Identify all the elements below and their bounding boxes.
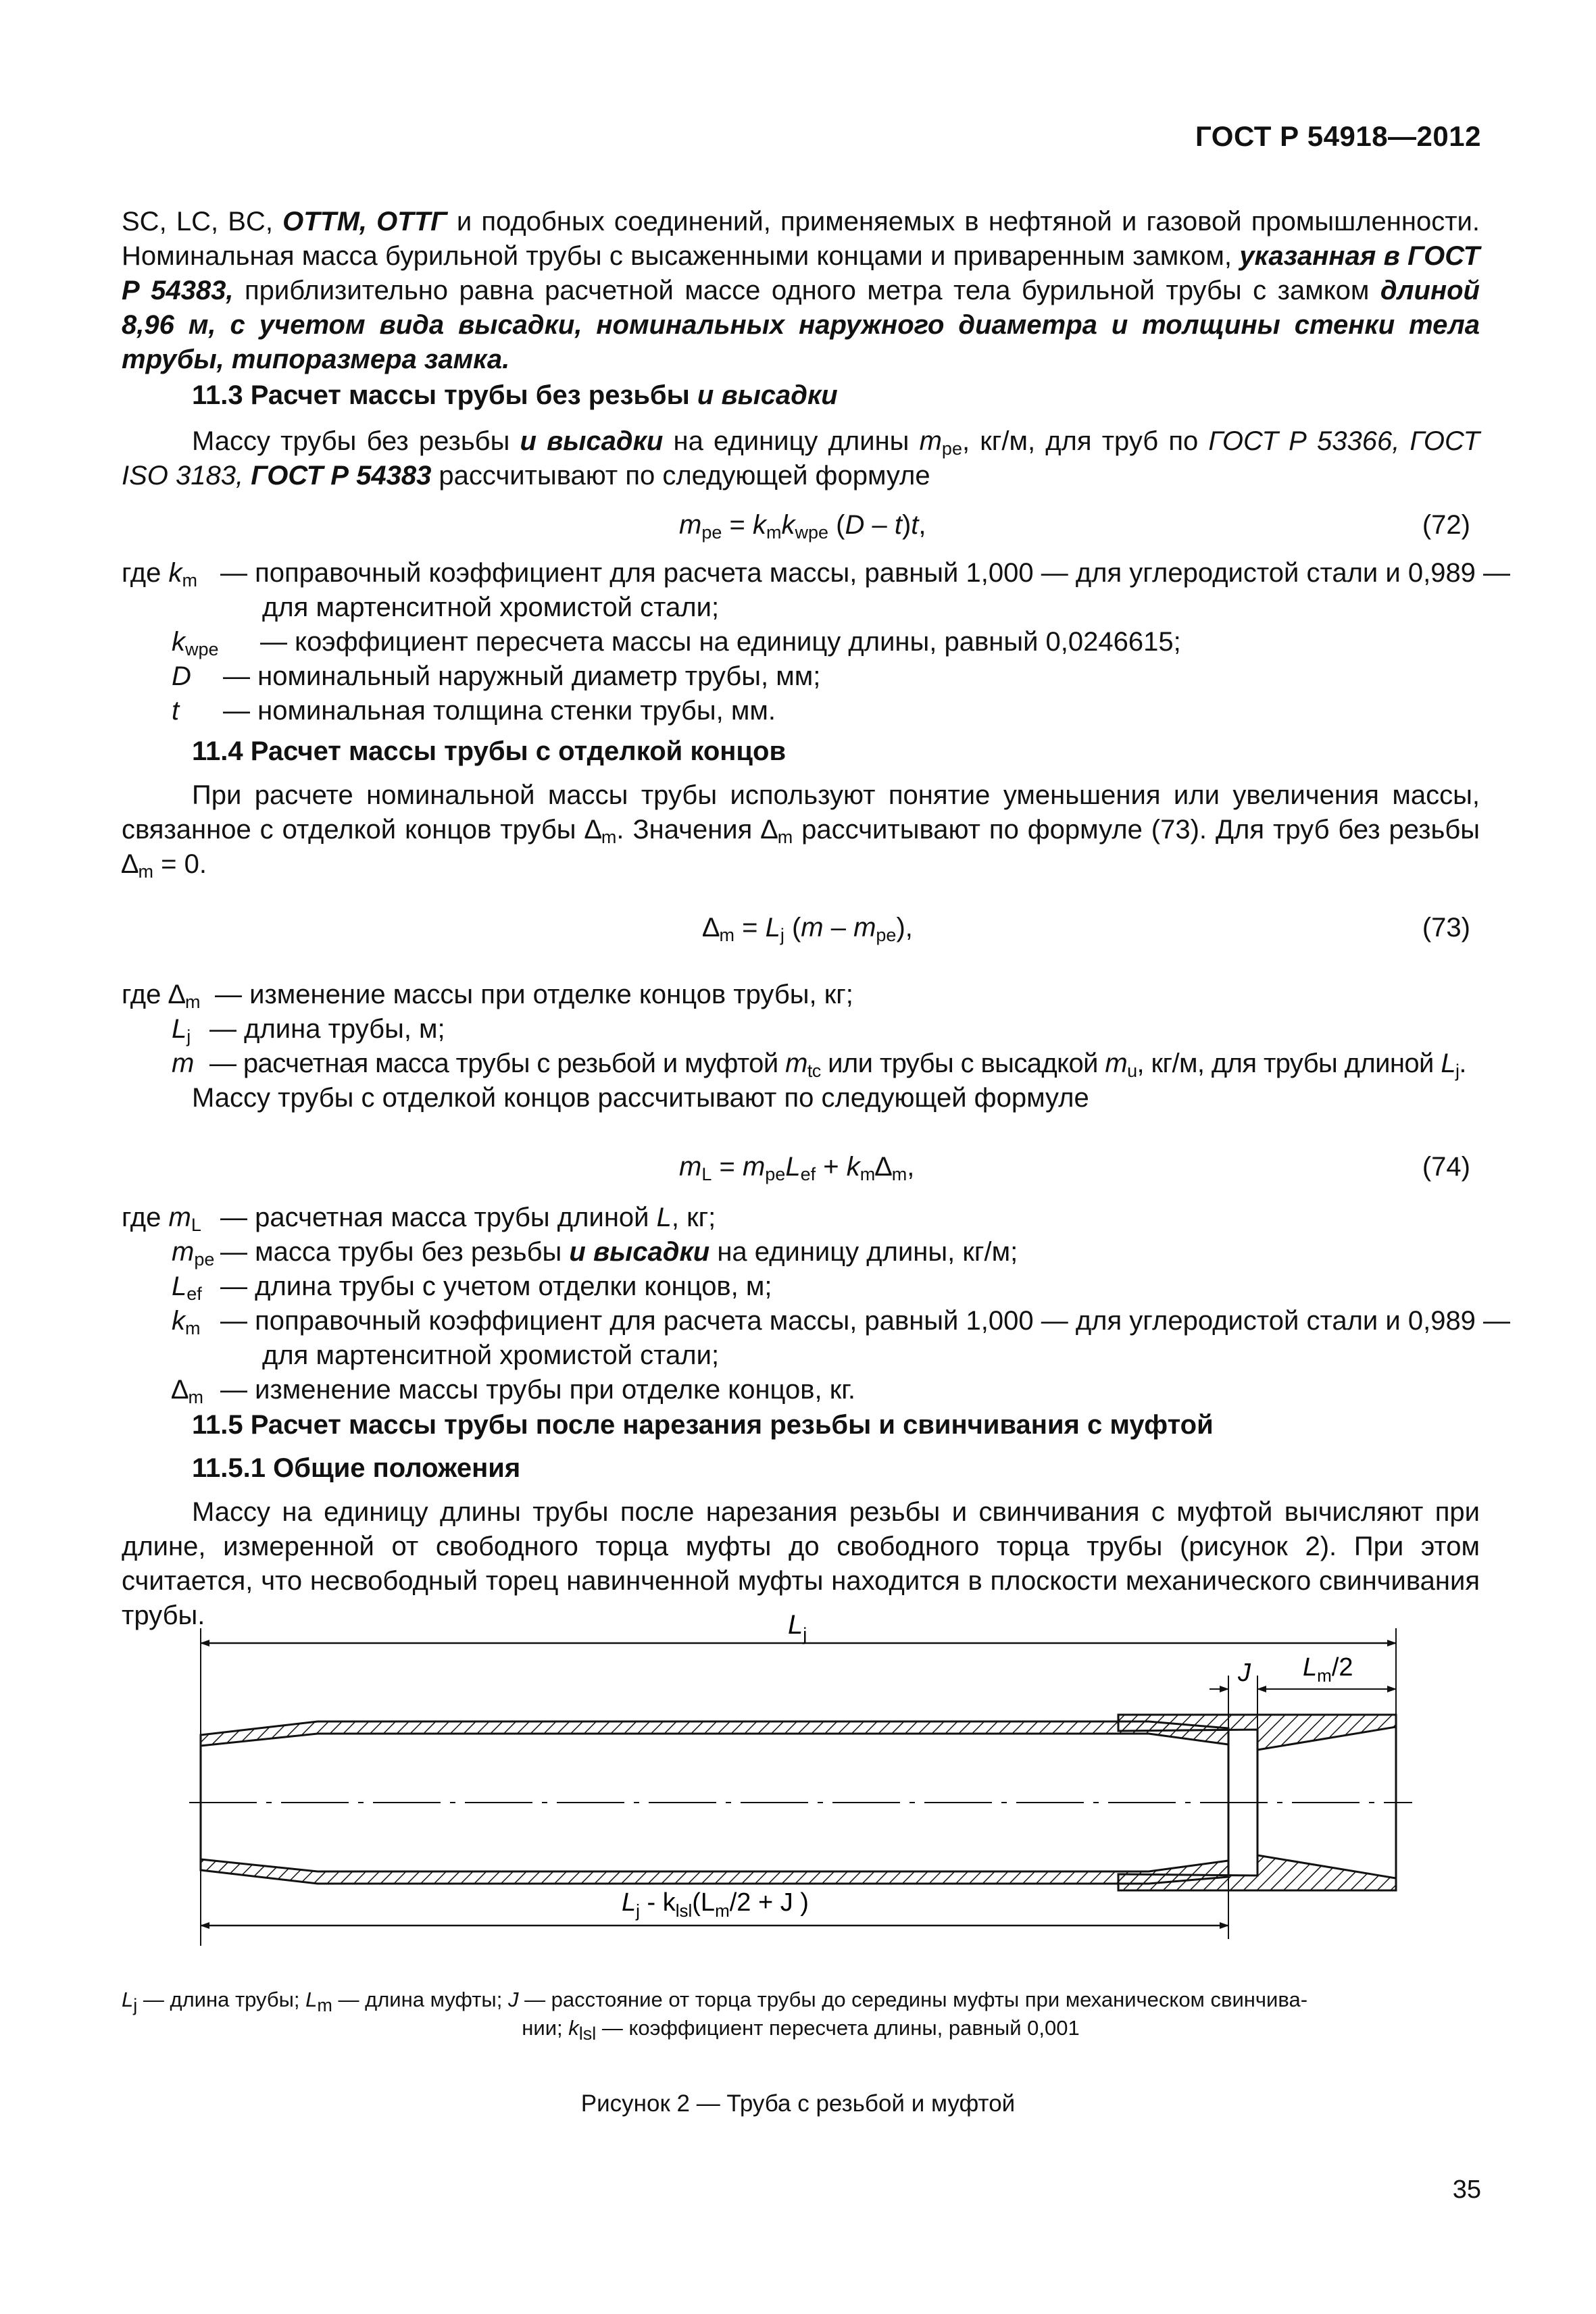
lef-description: — длина трубы с учетом отделки концов, м; <box>220 1272 772 1301</box>
lj-symbol: $L_j$ <box>172 1014 191 1047</box>
kwpe-description: — коэффициент пересчета массы на единицу длины, равный 0,0246615; <box>260 627 1181 657</box>
formula-74-number: (74) <box>1422 1152 1470 1182</box>
km2-description-cont: для мартенситной хромистой стали; <box>262 1340 720 1370</box>
m-symbol: m <box>172 1049 195 1078</box>
figure-title: Рисунок 2 — Труба с резьбой и муфтой <box>580 2090 1016 2117</box>
where-dm: где $\Delta_m$ <box>122 980 201 1012</box>
mpe-description: — масса трубы без резьбы и высадки на единицу длины, кг/м; <box>220 1237 1018 1267</box>
formula-74: $m_L = m_{pe}L_{ef} + k_m\Delta_m$, <box>679 1152 915 1184</box>
d-description: — номинальный наружный диаметр трубы, мм; <box>223 661 821 691</box>
formula-73-number: (73) <box>1422 913 1470 942</box>
formula-72-number: (72) <box>1422 510 1470 540</box>
km-description: — поправочный коэффициент для расчета массы, равный 1,000 — для углеродистой стали и 0,989 — <box>220 558 1511 588</box>
kwpe-symbol: $k_{wpe}$ <box>172 627 219 659</box>
km-description-cont: для мартенситной хромистой стали; <box>262 593 720 622</box>
label-lj: $L_j$ <box>788 1610 807 1644</box>
formula-73: $\Delta_m = L_j$ $(m - m_{pe})$, <box>703 913 913 945</box>
mass-formula-intro: Массу трубы с отделкой концов рассчитывают по следующей формуле <box>192 1083 1089 1113</box>
figure-pipe-with-coupling <box>0 1608 1596 1973</box>
t-description: — номинальная толщина стенки трубы, мм. <box>223 696 776 726</box>
dm2-symbol: $\Delta_m$ <box>172 1375 203 1407</box>
lef-symbol: $L_{ef}$ <box>172 1272 202 1304</box>
label-j: J <box>1238 1659 1251 1687</box>
km2-description: — поправочный коэффициент для расчета массы, равный 1,000 — для углеродистой стали и 0,989 — <box>220 1306 1511 1336</box>
page-number: 35 <box>1452 2175 1481 2204</box>
section-11-5-heading: 11.5 Расчет массы трубы после нарезания резьбы и свинчивания с муфтой <box>192 1410 1214 1440</box>
mpe-symbol: $m_{pe}$ <box>172 1237 215 1269</box>
section-11-4-paragraph: При расчете номинальной массы трубы используют понятие уменьшения или увеличения массы, связанное с отделкой концов трубы $\Delta_m$. Значения $\Delta_m$ рассчитывают по формуле (73). Для труб без резьбы $\Delta_m = 0$. <box>122 780 1480 882</box>
where-ml: где $m_L$ <box>122 1203 201 1235</box>
figure-caption-line1: $L_j$ — длина трубы; $L_m$ — длина муфты; J — расстояние от торца трубы до середины муфты при механическом свинчива- <box>122 1988 1308 2015</box>
ml-description: — расчетная масса трубы длиной L, кг; <box>220 1203 716 1232</box>
dm2-description: — изменение массы трубы при отделке концов, кг. <box>220 1375 856 1405</box>
d-symbol: D <box>172 661 191 691</box>
pipe-upper-wall <box>201 1721 1228 1746</box>
section-11-5-1-heading: 11.5.1 Общие положения <box>192 1453 521 1483</box>
m-description: — расчетная масса трубы с резьбой и муфтой $m_{tc}$ или трубы с высадкой $m_u$, кг/м, для трубы длиной $L_j$. <box>209 1049 1466 1081</box>
t-symbol: t <box>172 696 180 726</box>
section-11-3-heading: 11.3 Расчет массы трубы без резьбы и высадки <box>192 380 838 410</box>
section-11-3-paragraph: Массу трубы без резьбы и высадки на единицу длины $m_{pe}$, кг/м, для труб по ГОСТ Р 53366, ГОСТ ISO 3183, ГОСТ Р 54383 рассчитывают по следующей формуле <box>122 426 1480 491</box>
lj-description: — длина трубы, м; <box>209 1014 445 1044</box>
figure-caption-line2: нии; $k_{lsl}$ — коэффициент пересчета длины, равный 0,001 <box>522 2016 1080 2044</box>
pipe-lower-wall <box>201 1859 1228 1884</box>
label-lm2: $L_m/2$ <box>1303 1653 1353 1686</box>
section-11-5-1-paragraph: Массу на единицу длины трубы после нарезания резьбы и свинчивания с муфтой вычисляют при длине, измеренной от свободного торца муфты до свободного торца трубы (рисунок 2). При этом считается, что несвободный торец навинченной муфты находится в плоскости механического свинчивания трубы. <box>122 1497 1480 1630</box>
formula-72: $m_{pe} = k_mk_{wpe}$ (D – t)t, <box>679 510 926 543</box>
intro-paragraph: SC, LC, BC, ОТТМ, ОТТГ и подобных соединений, применяемых в нефтяной и газовой промышленности. Номинальная масса бурильной трубы с высаженными концами и приваренным замком, указанная в ГОСТ Р 54383, приблизительно равна расчетной массе одного метра тела бурильной трубы с замком длиной 8,96 м, с учетом вида высадки, номинальных наружного диаметра и толщины стенки тела трубы, типоразмера замка. <box>122 207 1480 374</box>
where-km: где $k_m$ <box>122 558 198 590</box>
label-bottom-dimension: $L_j - k_{lsl}(L_m/2 + J$ ) <box>622 1888 809 1921</box>
section-11-4-heading: 11.4 Расчет массы трубы с отделкой концов <box>192 736 787 766</box>
dm-description: — изменение массы при отделке концов трубы, кг; <box>215 980 853 1009</box>
document-number: ГОСТ Р 54918—2012 <box>1195 120 1481 152</box>
km2-symbol: $k_m$ <box>172 1306 201 1338</box>
